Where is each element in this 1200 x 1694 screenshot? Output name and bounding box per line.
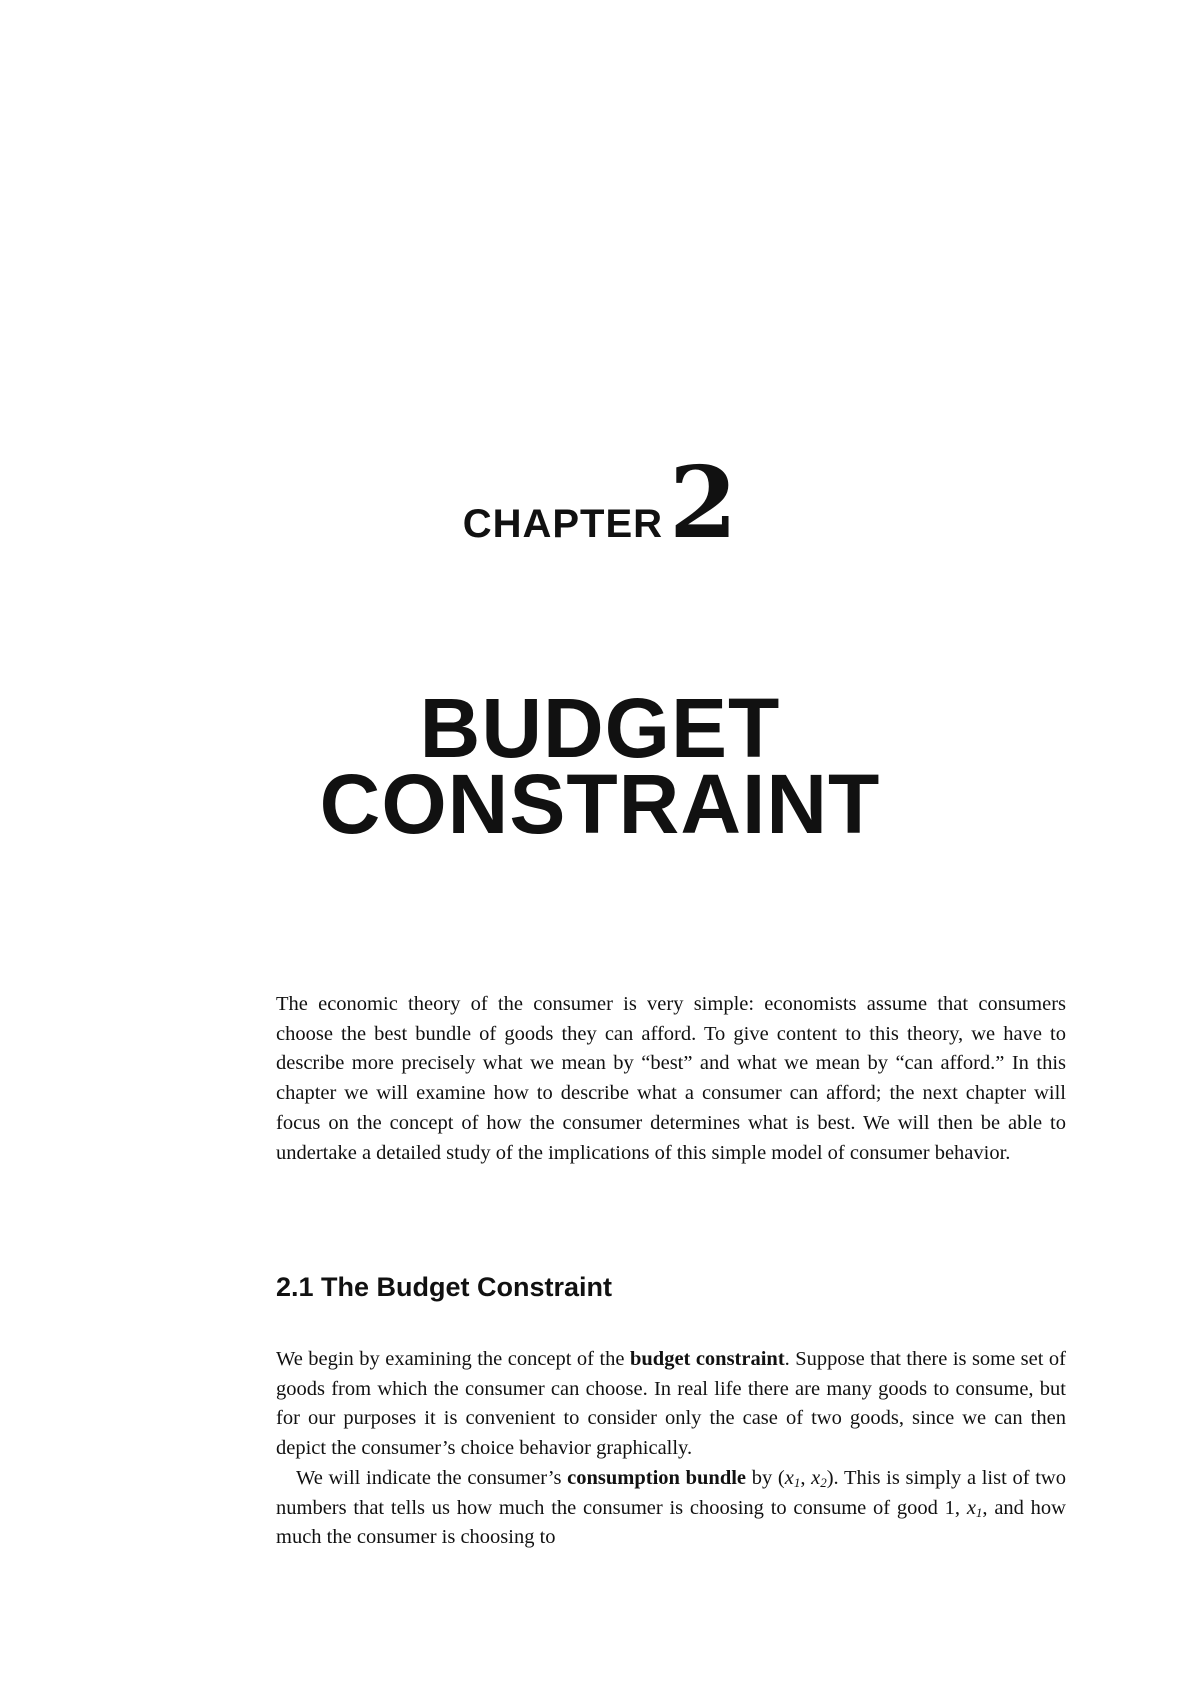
p2-text-end: , and how much the consumer is choosing to [276,1496,1066,1549]
chapter-title [0,681,1200,851]
section-body [276,1345,1066,1553]
chapter-label [0,446,1200,561]
intro-paragraph: The economic theory of the consumer is very simple: economists assume that consumers choose the best bundle of goods they can afford. To give content to this theory, we have to describe more precisely what we mean by “best” and what we mean by “can afford.” In this chapter we will examine how to describe what a consumer can afford; the next chapter will focus on the concept of how the consumer determines what is best. We will then be able to undertake a detailed study of the implications of this simple model of consumer behavior. [276,993,1066,1164]
chapter-number: 2 [669,446,738,561]
math-x2: $x_2$ [811,1466,827,1490]
p1-text-after: . Suppose that there is some set of goods from which the consumer can choose. In real life there are many goods to consume, but for our purposes it is convenient to consider only the case of two goods, since we can then depict the consumer’s choice behavior graphically. [276,1348,1066,1460]
math-x1-second: $x_1$ [966,1496,983,1520]
math-x1: $x_1$ [784,1466,801,1490]
p2-comma: , [800,1466,812,1489]
section-heading: 2.1 The Budget Constraint [276,1272,613,1302]
p2-text-mid: ). This is simply a list of two numbers that tells us how much the consumer is choosing to consume of good 1, [276,1466,1066,1519]
p1-text-before: We begin by examining the concept of the [276,1348,630,1370]
p1-term-budget-constraint: budget constraint [629,1348,785,1370]
section-paragraph-1 [276,1345,1066,1464]
chapter-title-line-1: BUDGET [419,681,781,775]
section-paragraph-2 [276,1464,1066,1553]
p2-text-by: by ( [746,1466,785,1489]
chapter-title-line-2: CONSTRAINT [319,757,881,851]
chapter-word: CHAPTER [462,502,664,546]
p2-text-before: We will indicate the consumer’s [296,1466,568,1489]
p2-term-consumption-bundle: consumption bundle [567,1466,747,1489]
